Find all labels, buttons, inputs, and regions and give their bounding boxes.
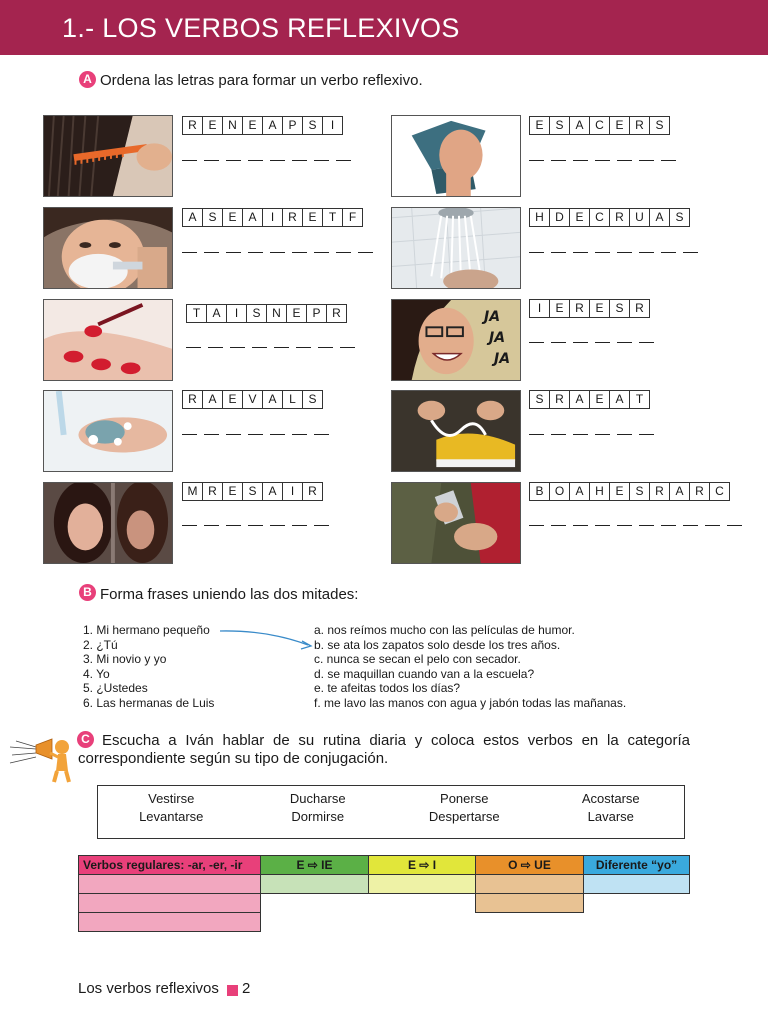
ja-text-2: JA <box>489 330 506 346</box>
woman-mirror-photo <box>43 482 173 564</box>
letter-cell: B <box>529 482 550 501</box>
answer-blank[interactable] <box>270 525 285 526</box>
answer-blanks-5[interactable] <box>186 347 362 348</box>
letter-cell: S <box>202 208 223 227</box>
match-right-c[interactable]: c. nunca se secan el pelo con secador. <box>314 652 521 667</box>
category-cell-e-ie-1[interactable] <box>260 874 369 894</box>
letter-cell: R <box>549 390 570 409</box>
verb-acostarse[interactable]: Acostarse <box>581 791 640 806</box>
letter-cell: S <box>549 116 570 135</box>
answer-blank[interactable] <box>358 252 373 253</box>
scrambled-letters-6 <box>529 299 650 318</box>
letter-cell: V <box>242 390 263 409</box>
verb-lavarse[interactable]: Lavarse <box>587 809 634 824</box>
section-b-badge: B <box>79 584 96 601</box>
letter-cell: R <box>609 208 630 227</box>
answer-blank[interactable] <box>204 252 219 253</box>
megaphone-listening-icon <box>8 735 76 783</box>
answer-blank[interactable] <box>248 525 263 526</box>
answer-blank[interactable] <box>705 525 720 526</box>
answer-blank[interactable] <box>727 525 742 526</box>
letter-cell: C <box>589 208 610 227</box>
letter-cell: E <box>242 116 263 135</box>
answer-blank[interactable] <box>617 342 632 343</box>
shower-photo <box>391 207 521 289</box>
match-right-f[interactable]: f. me lavo las manos con agua y jabón todas las mañanas. <box>314 695 627 710</box>
answer-blanks-8[interactable] <box>529 434 661 435</box>
match-left-5[interactable]: 5. ¿Ustedes <box>83 681 148 696</box>
answer-blank[interactable] <box>208 347 223 348</box>
answer-blank[interactable] <box>230 347 245 348</box>
answer-blank[interactable] <box>573 342 588 343</box>
category-header-e-i: E ⇨ I <box>368 855 476 875</box>
scrambled-letters-2 <box>529 116 670 135</box>
answer-blanks-3[interactable] <box>182 252 380 253</box>
letter-cell: E <box>589 390 610 409</box>
answer-blank[interactable] <box>270 160 285 161</box>
answer-blank[interactable] <box>529 252 544 253</box>
answer-blank[interactable] <box>314 525 329 526</box>
header-bar <box>0 0 768 55</box>
answer-blank[interactable] <box>595 160 610 161</box>
letter-cell: R <box>282 208 303 227</box>
answer-blank[interactable] <box>248 160 263 161</box>
answer-blank[interactable] <box>226 525 241 526</box>
letter-cell: N <box>266 304 287 323</box>
answer-blank[interactable] <box>182 525 197 526</box>
scrambled-letters-3 <box>182 208 363 227</box>
match-right-d[interactable]: d. se maquillan cuando van a la escuela? <box>314 666 535 681</box>
answer-blank[interactable] <box>595 252 610 253</box>
letter-cell: P <box>306 304 327 323</box>
answer-blank[interactable] <box>595 434 610 435</box>
answer-blank[interactable] <box>318 347 333 348</box>
letter-cell: S <box>669 208 690 227</box>
category-cell-regular-1[interactable] <box>78 874 261 894</box>
letter-cell: T <box>629 390 650 409</box>
answer-blank[interactable] <box>551 434 566 435</box>
letter-cell: A <box>669 482 690 501</box>
letter-cell: S <box>629 482 650 501</box>
scrambled-letters-7 <box>182 390 323 409</box>
letter-cell: A <box>649 208 670 227</box>
answer-blank[interactable] <box>252 347 267 348</box>
answer-blank[interactable] <box>248 434 263 435</box>
footer-title: Los verbos reflexivos <box>78 980 219 997</box>
answer-blank[interactable] <box>551 252 566 253</box>
answer-blank[interactable] <box>314 160 329 161</box>
drying-hands-towel-photo <box>391 115 521 197</box>
match-right-list <box>314 623 626 711</box>
match-right-b[interactable]: b. se ata los zapatos solo desde los tres años. <box>314 637 561 652</box>
answer-blank[interactable] <box>551 342 566 343</box>
answer-blank[interactable] <box>595 525 610 526</box>
letter-cell: S <box>609 299 630 318</box>
letter-cell: E <box>222 390 243 409</box>
answer-blank[interactable] <box>551 525 566 526</box>
answer-blank[interactable] <box>639 434 654 435</box>
category-cell-regular-3[interactable] <box>78 912 261 932</box>
verb-ducharse[interactable]: Ducharse <box>289 791 346 806</box>
match-left-4[interactable]: 4. Yo <box>83 666 110 681</box>
letter-cell: A <box>609 390 630 409</box>
answer-blank[interactable] <box>529 525 544 526</box>
scrambled-letters-10 <box>529 482 730 501</box>
answer-blank[interactable] <box>617 434 632 435</box>
answer-blank[interactable] <box>661 252 676 253</box>
answer-blank[interactable] <box>182 252 197 253</box>
answer-blank[interactable] <box>270 434 285 435</box>
answer-blank[interactable] <box>573 160 588 161</box>
answer-blank[interactable] <box>683 252 698 253</box>
answer-blank[interactable] <box>186 347 201 348</box>
answer-blank[interactable] <box>661 160 676 161</box>
answer-blank[interactable] <box>639 252 654 253</box>
answer-blank[interactable] <box>683 525 698 526</box>
answer-blank[interactable] <box>248 252 263 253</box>
section-a-badge: A <box>79 71 96 88</box>
letter-cell: H <box>589 482 610 501</box>
verb-ponerse[interactable]: Ponerse <box>440 791 489 806</box>
letter-cell: E <box>302 208 323 227</box>
answer-blank[interactable] <box>204 160 219 161</box>
page-number: 2 <box>242 980 251 997</box>
answer-blank[interactable] <box>617 525 632 526</box>
washing-hands-photo <box>43 390 173 472</box>
letter-cell: S <box>302 116 323 135</box>
category-header-regular: Verbos regulares: -ar, -er, -ir <box>78 855 261 875</box>
scrambled-letters-4 <box>529 208 690 227</box>
answer-blank[interactable] <box>296 347 311 348</box>
answer-blank[interactable] <box>639 525 654 526</box>
letter-cell: O <box>549 482 570 501</box>
letter-cell: E <box>609 116 630 135</box>
answer-blank[interactable] <box>204 434 219 435</box>
answer-blank[interactable] <box>595 342 610 343</box>
scrambled-letters-9 <box>182 482 323 501</box>
category-cell-o-ue-1[interactable] <box>475 874 584 894</box>
answer-blank[interactable] <box>617 160 632 161</box>
category-header-diferente-yo: Diferente “yo” <box>583 855 690 875</box>
answer-blank[interactable] <box>274 347 289 348</box>
verb-bank-grid <box>98 791 684 824</box>
answer-blank[interactable] <box>226 434 241 435</box>
letter-cell: R <box>202 482 223 501</box>
verb-levantarse[interactable]: Levantarse <box>139 809 204 824</box>
ja-text-1: JA <box>484 309 501 325</box>
category-cell-o-ue-2[interactable] <box>475 893 584 913</box>
letter-cell: R <box>182 390 203 409</box>
section-c-instruction-text: Escucha a Iván hablar de su rutina diaria y coloca estos verbos en la categoría correspondiente según su tipo de conjugación. <box>78 732 690 767</box>
answer-blank[interactable] <box>529 160 544 161</box>
answer-blanks-9[interactable] <box>182 525 336 526</box>
answer-blank[interactable] <box>573 525 588 526</box>
letter-cell: I <box>322 116 343 135</box>
letter-cell: A <box>569 116 590 135</box>
letter-cell: T <box>186 304 207 323</box>
letter-cell: E <box>569 208 590 227</box>
letter-cell: S <box>242 482 263 501</box>
letter-cell: R <box>326 304 347 323</box>
answer-blank[interactable] <box>573 434 588 435</box>
match-left-6[interactable]: 6. Las hermanas de Luis <box>83 695 215 710</box>
answer-blank[interactable] <box>639 342 654 343</box>
answer-blank[interactable] <box>529 434 544 435</box>
answer-blank[interactable] <box>639 160 654 161</box>
letter-cell: S <box>649 116 670 135</box>
answer-blank[interactable] <box>292 252 307 253</box>
answer-blanks-2[interactable] <box>529 160 683 161</box>
match-right-a[interactable]: a. nos reímos mucho con las películas de humor. <box>314 623 575 637</box>
answer-blanks-10[interactable] <box>529 525 749 526</box>
category-cell-diferente-yo-1[interactable] <box>583 874 690 894</box>
letter-cell: I <box>529 299 550 318</box>
letter-cell: P <box>282 116 303 135</box>
category-cell-e-i-1[interactable] <box>368 874 476 894</box>
letter-cell: A <box>202 390 223 409</box>
letter-cell: U <box>629 208 650 227</box>
answer-blank[interactable] <box>661 525 676 526</box>
answer-blank[interactable] <box>529 342 544 343</box>
letter-cell: L <box>282 390 303 409</box>
answer-blank[interactable] <box>292 434 307 435</box>
laughing-woman-photo <box>391 299 521 381</box>
combing-hair-photo <box>43 115 173 197</box>
match-left-2[interactable]: 2. ¿Tú <box>83 637 118 652</box>
letter-cell: A <box>242 208 263 227</box>
painting-nails-photo <box>43 299 173 381</box>
letter-cell: A <box>262 390 283 409</box>
letter-cell: C <box>709 482 730 501</box>
letter-cell: E <box>222 208 243 227</box>
letter-cell: I <box>262 208 283 227</box>
letter-cell: R <box>629 116 650 135</box>
answer-blank[interactable] <box>292 160 307 161</box>
letter-cell: A <box>182 208 203 227</box>
answer-blank[interactable] <box>314 252 329 253</box>
verb-despertarse[interactable]: Despertarse <box>428 809 500 824</box>
section-c-badge: C <box>77 731 94 748</box>
letter-cell: R <box>182 116 203 135</box>
letter-cell: E <box>202 116 223 135</box>
answer-blank[interactable] <box>226 160 241 161</box>
scrambled-letters-5 <box>186 304 347 323</box>
scrambled-letters-8 <box>529 390 650 409</box>
answer-blanks-7[interactable] <box>182 434 336 435</box>
scrambled-letters-1 <box>182 116 343 135</box>
letter-cell: E <box>529 116 550 135</box>
match-example-arrow <box>218 626 318 652</box>
letter-cell: A <box>262 482 283 501</box>
letter-cell: C <box>589 116 610 135</box>
category-header-o-ue: O ⇨ UE <box>475 855 584 875</box>
answer-blank[interactable] <box>551 160 566 161</box>
match-left-3[interactable]: 3. Mi novio y yo <box>83 652 167 667</box>
letter-cell: A <box>206 304 227 323</box>
letter-cell: E <box>609 482 630 501</box>
letter-cell: E <box>549 299 570 318</box>
match-left-1[interactable]: 1. Mi hermano pequeño <box>83 623 210 637</box>
letter-cell: R <box>302 482 323 501</box>
letter-cell: R <box>689 482 710 501</box>
footer-square-icon <box>227 985 238 996</box>
match-left-list <box>83 623 214 711</box>
answer-blank[interactable] <box>340 347 355 348</box>
answer-blank[interactable] <box>226 252 241 253</box>
answer-blanks-1[interactable] <box>182 160 358 161</box>
verb-vestirse[interactable]: Vestirse <box>148 791 195 806</box>
letter-cell: S <box>246 304 267 323</box>
letter-cell: T <box>322 208 343 227</box>
answer-blank[interactable] <box>182 434 197 435</box>
letter-cell: A <box>569 482 590 501</box>
letter-cell: I <box>226 304 247 323</box>
answer-blank[interactable] <box>617 252 632 253</box>
match-right-e[interactable]: e. te afeitas todos los días? <box>314 681 461 696</box>
letter-cell: E <box>589 299 610 318</box>
letter-cell: R <box>649 482 670 501</box>
letter-cell: S <box>302 390 323 409</box>
letter-cell: N <box>222 116 243 135</box>
page-title: 1.- LOS VERBOS REFLEXIVOS <box>62 13 460 43</box>
verb-dormirse[interactable]: Dormirse <box>291 809 345 824</box>
ja-text-3: JA <box>494 351 511 367</box>
category-cell-regular-2[interactable] <box>78 893 261 913</box>
letter-cell: M <box>182 482 203 501</box>
section-b-instruction: Forma frases uniendo las dos mitades: <box>100 586 359 603</box>
letter-cell: R <box>569 299 590 318</box>
section-a-instruction: Ordena las letras para formar un verbo reflexivo. <box>100 72 423 89</box>
buttoning-jacket-photo <box>391 482 521 564</box>
letter-cell: F <box>342 208 363 227</box>
letter-cell: D <box>549 208 570 227</box>
answer-blanks-6[interactable] <box>529 342 661 343</box>
letter-cell: A <box>262 116 283 135</box>
section-c-instruction <box>78 732 690 768</box>
answer-blank[interactable] <box>292 525 307 526</box>
letter-cell: E <box>286 304 307 323</box>
answer-blank[interactable] <box>204 525 219 526</box>
answer-blank[interactable] <box>573 252 588 253</box>
verb-bank-box <box>97 785 685 839</box>
shaving-man-photo <box>43 207 173 289</box>
answer-blanks-4[interactable] <box>529 252 705 253</box>
answer-blank[interactable] <box>270 252 285 253</box>
letter-cell: E <box>222 482 243 501</box>
answer-blank[interactable] <box>314 434 329 435</box>
answer-blank[interactable] <box>336 252 351 253</box>
letter-cell: S <box>529 390 550 409</box>
letter-cell: H <box>529 208 550 227</box>
category-header-e-ie: E ⇨ IE <box>260 855 369 875</box>
answer-blank[interactable] <box>336 160 351 161</box>
letter-cell: A <box>569 390 590 409</box>
tying-shoes-photo <box>391 390 521 472</box>
letter-cell: I <box>282 482 303 501</box>
answer-blank[interactable] <box>182 160 197 161</box>
letter-cell: R <box>629 299 650 318</box>
